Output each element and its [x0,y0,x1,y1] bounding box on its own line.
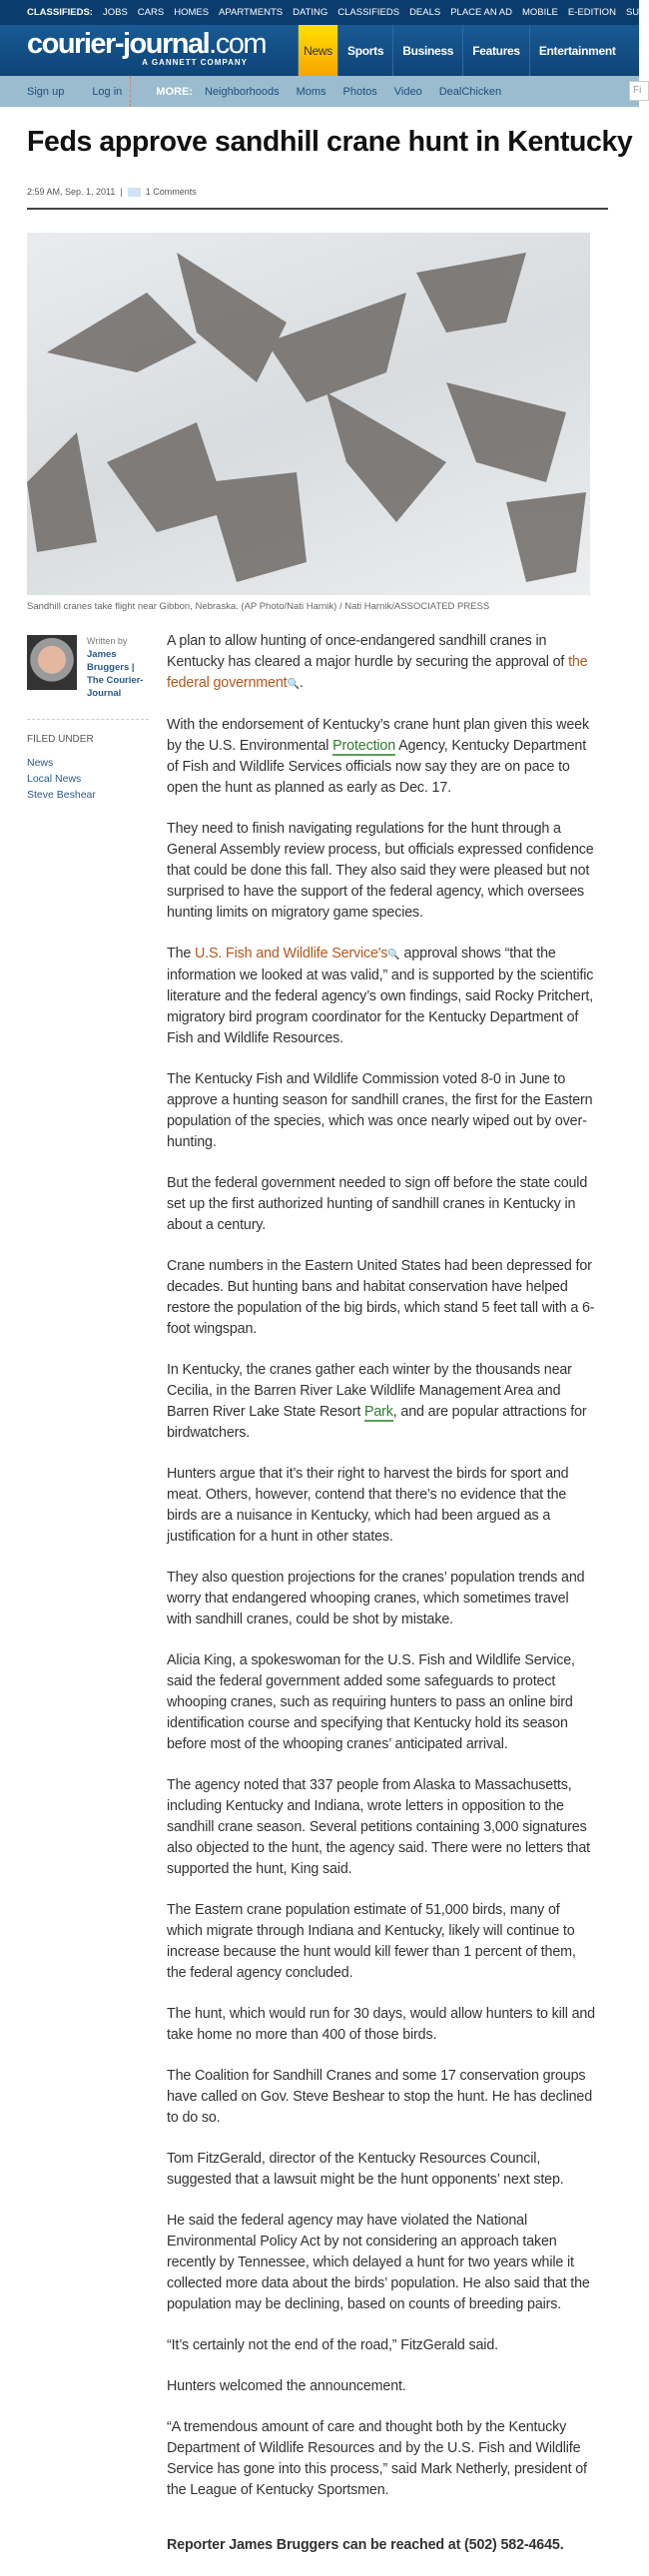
paragraph: But the federal government needed to sign off before the state could set up the first authorized hunting of sandhill cranes in Kentucky in about a century. [167,1175,588,1233]
paragraph: Alicia King, a spokeswoman for the U.S. Fish and Wildlife Service, said the federal government added some safeguards to protect whooping cranes, such as requiring hunters to pass an online bird identification course and specifying that Kentucky hold its season before most of the whooping cranes’ anticipated arrival. [167,1652,575,1752]
classifieds-link[interactable]: JOBS [102,7,128,18]
text: approval shows “that the information we looked at was valid,” and is supported by the scientific literature and the federal agency’s own findings, said Rocky Pritchert, migratory bird program coordinator for the Kentucky Department of Fish and Wildlife Resources. [167,946,594,1046]
reporter-contact: Reporter James Bruggers can be reached at (502) 582-4645. [167,2537,564,2553]
tab-entertainment[interactable]: Entertainment [529,25,625,76]
paragraph [167,715,596,799]
logo-tld: .com [209,28,266,60]
text: . [299,675,304,691]
keyword-link[interactable]: the federal government [167,654,588,691]
text: Agency, Kentucky Department of Fish and Wildlife Services officials now say they are on pace to open the hunt as planned as early as Dec. 17. [167,738,587,796]
paragraph [167,631,596,695]
paragraph: They also question projections for the cranes’ population trends and worry that endangered whooping cranes, which sometimes travel with sandhill cranes, could be shot by mistake. [167,1570,585,1627]
article-photo [27,233,590,595]
tab-features[interactable]: Features [462,25,529,76]
classifieds-link[interactable]: DEALS [409,7,441,18]
paragraph: The Coalition for Sandhill Cranes and some 17 conservation groups have called on Gov. Steve Beshear to stop the hunt. He has declined to do so. [167,2068,593,2126]
ad-link[interactable]: Park [363,1404,393,1420]
nav-neighborhoods[interactable]: Neighborhoods [204,85,280,98]
keyword-link[interactable]: U.S. Fish and Wildlife Service's [195,946,388,962]
classifieds-link[interactable]: APARTMENTS [219,7,284,18]
header [0,25,639,76]
comment-icon[interactable] [128,188,141,197]
paragraph: The Kentucky Fish and Wildlife Commission voted 8-0 in June to approve a hunting season for sandhill cranes, the first for the Eastern population of the species, which was once nearly wiped out by over-hunting. [167,1071,593,1150]
tab-news[interactable]: News [298,25,337,76]
article-body [167,631,596,2576]
article-title: Feds approve sandhill crane hunt in Kentucky [27,126,633,158]
search-input[interactable]: Fi [629,81,649,101]
ad-link[interactable]: Protection [332,738,396,754]
site-logo[interactable] [0,25,300,76]
classifieds-link[interactable]: SU [625,7,640,18]
main-nav [298,25,625,76]
divider [27,208,608,210]
paragraph: “A tremendous amount of care and thought both by the Kentucky Department of Wildlife Resources and by the U.S. Fish and Wildlife Service has gone into this process,” said Mark Netherly, president of the League of Kentucky Sportsmen. [167,2419,587,2498]
paragraph [167,944,596,1049]
classifieds-bar [0,0,639,25]
tag-link[interactable]: News [27,757,54,769]
sub-nav [0,76,642,107]
log-in-link[interactable]: Log in [92,85,123,98]
tag-link[interactable]: Steve Beshear [27,789,96,801]
paragraph: They need to finish navigating regulations for the hunt through a General Assembly review process, but officials expressed confidence that could be done this fall. They also said they were pleased but not surprised to have the support of the federal agency, which oversees hunting limits on migratory game species. [167,821,594,921]
paragraph [167,1360,596,1444]
more-label: MORE: [156,85,193,98]
text: , and are popular attractions for birdwatchers. [167,1404,587,1441]
tab-sports[interactable]: Sports [337,25,392,76]
classifieds-link[interactable]: PLACE AN AD [450,7,512,18]
classifieds-link[interactable]: MOBILE [522,7,558,18]
written-by-label: Written by [87,636,128,646]
classifieds-link[interactable]: DATING [293,7,328,18]
classifieds-label: CLASSIFIEDS: [27,7,93,18]
magnifier-icon[interactable]: 🔍 [287,679,300,690]
meta-separator: | [120,187,123,197]
paragraph: “It’s certainly not the end of the road,” FitzGerald said. [167,2337,498,2353]
paragraph: The hunt, which would run for 30 days, would allow hunters to kill and take home no more than 400 of those birds. [167,2006,595,2043]
photo-caption: Sandhill cranes take flight near Gibbon, Nebraska. (AP Photo/Nati Harnik) / Nati Harnik/ASSOCIATED PRESS [27,601,490,612]
paragraph: The agency noted that 337 people from Alaska to Massachusetts, including Kentucky and Indiana, wrote letters in opposition to the sandhill crane season. Several petitions containing 3,000 signatures also objected to the hunt, the agency said. There were no letters that supported the hunt, King said. [167,1777,590,1877]
comments-link[interactable]: 1 Comments [145,187,197,197]
tag-link[interactable]: Local News [27,773,82,785]
classifieds-link[interactable]: CARS [137,7,165,18]
paragraph: Tom FitzGerald, director of the Kentucky Resources Council, suggested that a lawsuit might be the hunt opponents’ next step. [167,2151,564,2188]
timestamp: 2:59 AM, Sep. 1, 2011 [27,187,116,197]
nav-dealchicken[interactable]: DealChicken [438,85,502,98]
paragraph: Hunters argue that it’s their right to harvest the birds for sport and meat. Others, however, contend that there’s no evidence that the birds are a nuisance in Kentucky, which had been argued as a justification for a hunt in other states. [167,1466,569,1545]
tab-business[interactable]: Business [392,25,462,76]
paragraph: He said the federal agency may have violated the National Environmental Policy Act by not considering an approach taken recently by Tennessee, which delayed a hunt for two years while it collected more data about the birds’ population. He also said that the population may be declining, based on counts of breeding pairs. [167,2213,590,2312]
text: The [167,946,196,962]
filed-under [27,719,149,803]
logo-name: courier-journal [27,28,210,60]
paragraph: Hunters welcomed the announcement. [167,2378,406,2394]
author-box [27,635,152,700]
article-meta [27,187,197,197]
divider [130,76,131,107]
classifieds-link[interactable]: E-EDITION [567,7,616,18]
nav-photos[interactable]: Photos [342,85,377,98]
author-name-link[interactable]: James Bruggers | The Courier-Journal [87,649,144,699]
nav-moms[interactable]: Moms [296,85,326,98]
classifieds-link[interactable]: CLASSIFIEDS [337,7,400,18]
logo-tagline: A GANNETT COMPANY [142,58,248,67]
paragraph: The Eastern crane population estimate of 51,000 birds, many of which migrate through Indiana and Kentucky, likely will continue to increase because the hunt would kill fewer than 1 percent of them, the federal agency concluded. [167,1902,576,1981]
author-avatar [27,635,77,690]
text: With the endorsement of Kentucky’s crane hunt plan given this week by the U.S. Environmental [167,717,589,754]
text: A plan to allow hunting of once-endangered sandhill cranes in Kentucky has cleared a major hurdle by securing the approval of [167,633,569,670]
filed-under-heading: FILED UNDER [27,734,94,745]
sign-up-link[interactable]: Sign up [27,85,65,98]
magnifier-icon[interactable]: 🔍 [387,950,400,961]
nav-video[interactable]: Video [393,85,422,98]
cranes-image [27,233,590,595]
text: In Kentucky, the cranes gather each winter by the thousands near Cecilia, in the Barren River Lake Wildlife Management Area and Barren River Lake State Resort [167,1362,572,1420]
classifieds-link[interactable]: HOMES [174,7,210,18]
paragraph: Crane numbers in the Eastern United States had been depressed for decades. But hunting bans and habitat conservation have helped restore the population of the big birds, which stand 5 feet tall with a 6-foot wingspan. [167,1258,595,1337]
